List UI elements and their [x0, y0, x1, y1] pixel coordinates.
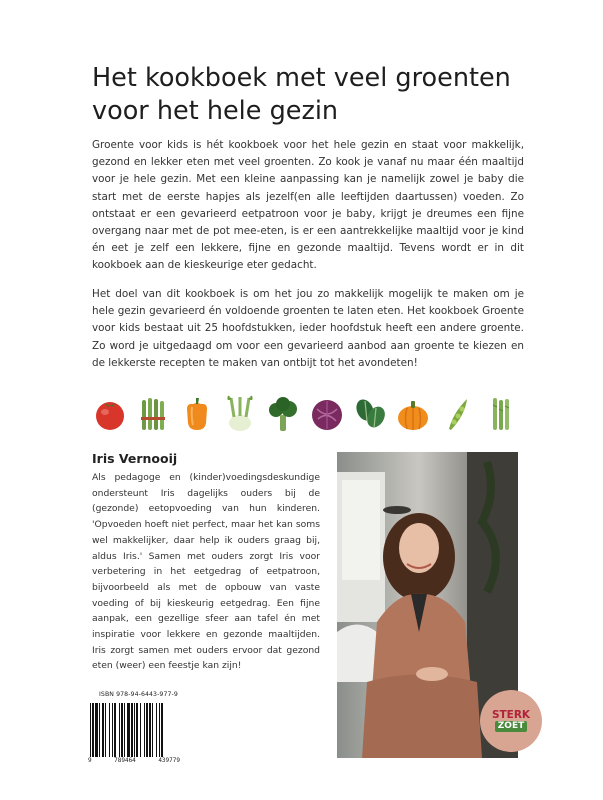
tomato-icon [92, 395, 128, 433]
logo-line-2: ZOET [495, 721, 527, 732]
pumpkin-icon [395, 395, 431, 433]
spinach-icon [352, 395, 388, 433]
vegetable-icon-row [92, 394, 518, 434]
isbn-label: ISBN 978-94-6443-977-9 [99, 691, 178, 698]
author-name: Iris Vernooij [92, 451, 178, 466]
goal-paragraph: Het doel van dit kookboek is om het jou zo makkelijk mogelijk te maken om je hele gezin gevarieerd én voldoende groenten te laten eten. Het kookboek Groente voor kids bestaat uit 25 hoofdstukken, ieder hoofdstuk heeft een andere groente. Zo word je uitgedaagd om voor een gevarieerd aanbod aan groente te kiezen en de lekkerste recepten te maken van ontbijt tot het avondeten! [92, 288, 524, 369]
title-line-1: Het kookboek met veel groenten [92, 63, 511, 93]
barcode-digit-group-3: 439779 [158, 757, 180, 764]
barcode-digit-group-2: 789464 [114, 757, 136, 764]
broccoli-icon [265, 395, 301, 433]
bell-pepper-icon [179, 395, 215, 433]
barcode-digits [88, 757, 180, 764]
green-asparagus-icon [135, 395, 171, 433]
barcode [88, 703, 180, 761]
asparagus-icon [482, 395, 518, 433]
red-cabbage-icon [309, 395, 345, 433]
intro-paragraph: Groente voor kids is hét kookboek voor het hele gezin en staat voor makkelijk, gezond en lekker eten met veel groenten. Zo kook je vanaf nu maar één maaltijd voor je hele gezin. Met een kleine aanpassing kan je namelijk zowel je baby die start met de eerste hapjes als jezelf(en alle leeftijden daartussen) voeden. Zo ontstaat er een gevarieerd eetpatroon voor je baby, krijgt je dreumes een fijne overgang naar met de pot mee-eten, is er een aantrekkelijke maaltijd voor je kind én eet je zelf een lekkere, fijne en gezonde maaltijd. Tevens wordt er in dit kookboek aan de kieskeurige eter gedacht. [92, 139, 524, 272]
title-line-2: voor het hele gezin [92, 96, 339, 126]
page-title [92, 62, 532, 128]
author-bio: Als pedagoge en (kinder)voedingsdeskundige ondersteunt Iris dagelijks ouders bij de (gezonde) eetopvoeding van hun kinderen. 'Opvoeden hoeft niet perfect, maar het kan soms wel makkelijker, daar help ik ouders graag bij, aldus Iris.' Samen met ouders zorgt Iris voor verbetering in het eetgedrag of eetpatroon, bijvoorbeeld als met de opbouw van vaste voeding of bij kieskeurig eetgedrag. Een fijne aanpak, een gezellige sfeer aan tafel én met inspiratie voor lekkere en gezonde maaltijden. Iris zorgt samen met ouders ervoor dat gezond eten (weer) een feestje kan zijn! [92, 472, 320, 672]
fennel-icon [222, 395, 258, 433]
logo-line-1: STERK [491, 709, 531, 721]
publisher-logo [480, 690, 542, 752]
peas-icon [439, 395, 475, 433]
barcode-digit-group-1: 9 [88, 757, 92, 764]
